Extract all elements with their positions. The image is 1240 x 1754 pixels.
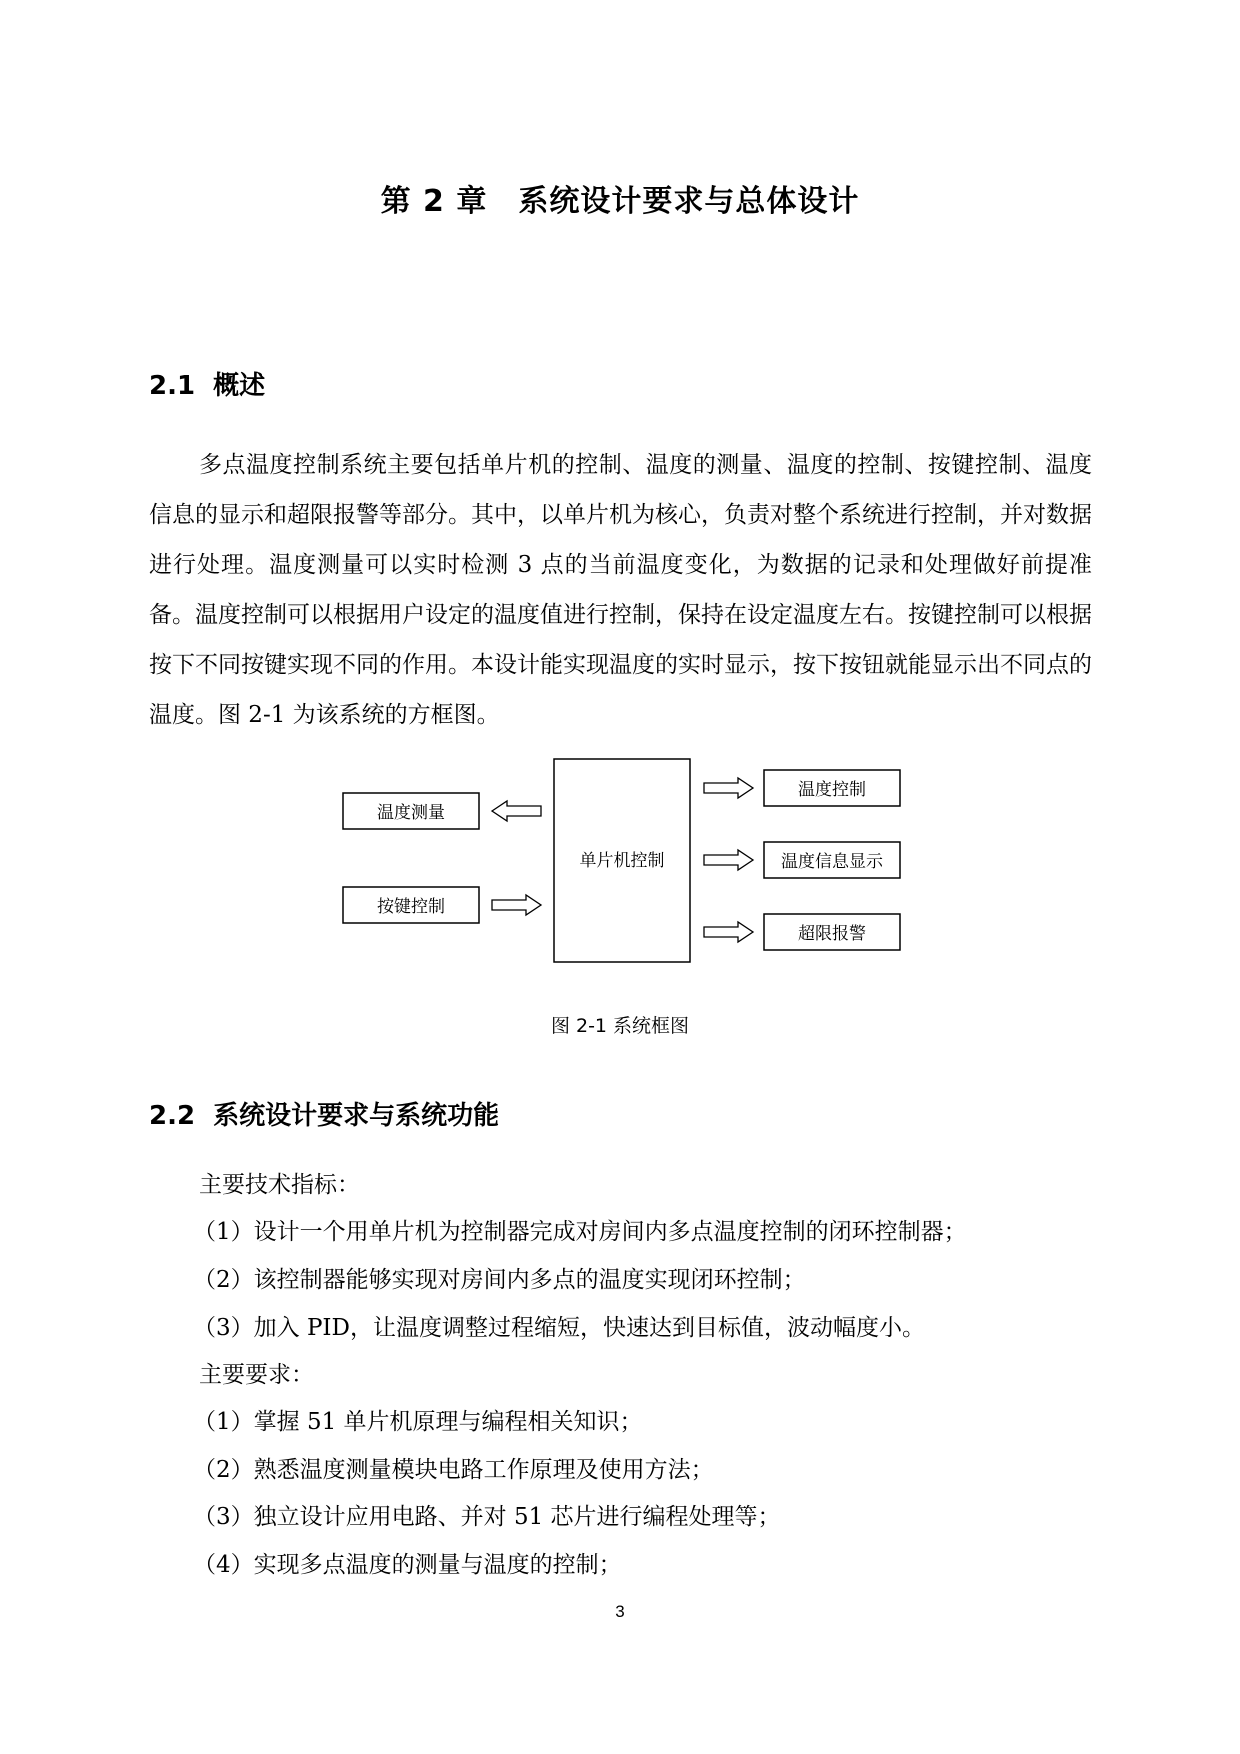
requirement-item-2: （2）熟悉温度测量模块电路工作原理及使用方法； bbox=[193, 1457, 714, 1483]
arrow-to-temperature-control bbox=[704, 778, 753, 798]
requirements-title: 主要要求： bbox=[199, 1362, 314, 1388]
overview-paragraph: 多点温度控制系统主要包括单片机的控制、温度的测量、温度的控制、按键控制、温度信息的显示和超限报警等部分。其中，以单片机为核心，负责对整个系统进行控制，并对数据进行处理。温度测量可以实时检测 3 点的当前温度变化，为数据的记录和处理做好前提准备。温度控制可以根据用户设定的温度值进行控制，保持在设定温度左右。按键控制可以根据按下不同按键实现不同的作用。本设计能实现温度的实时显示，按下按钮就能显示出不同点的温度。图 2-1 为该系统的方框图。 bbox=[149, 452, 1092, 728]
requirement-item-1: （1）掌握 51 单片机原理与编程相关知识； bbox=[193, 1409, 643, 1435]
arrow-to-temperature-display bbox=[704, 850, 753, 870]
box-label-temperature-display: 温度信息显示 bbox=[781, 852, 883, 872]
arrow-to-over-limit-alarm bbox=[704, 922, 753, 942]
box-label-temperature-measurement: 温度测量 bbox=[377, 803, 445, 823]
tech-item-1: （1）设计一个用单片机为控制器完成对房间内多点温度控制的闭环控制器； bbox=[193, 1219, 967, 1245]
arrow-from-key-control bbox=[492, 895, 541, 915]
arrow-to-temperature-measurement bbox=[492, 801, 541, 821]
center-block-label: 单片机控制 bbox=[579, 851, 665, 871]
figure-caption: 图 2-1 系统框图 bbox=[550, 1015, 690, 1037]
section-heading-requirements: 2.2 系统设计要求与系统功能 bbox=[149, 1101, 500, 1131]
page-number: 3 bbox=[615, 1602, 625, 1621]
chapter-title: 第 2 章 系统设计要求与总体设计 bbox=[380, 184, 860, 219]
tech-item-3: （3）加入 PID，让温度调整过程缩短，快速达到目标值，波动幅度小。 bbox=[193, 1315, 925, 1341]
requirement-item-4: （4）实现多点温度的测量与温度的控制； bbox=[193, 1552, 622, 1578]
section-heading-overview: 2.1 概述 bbox=[149, 371, 266, 401]
box-label-over-limit-alarm: 超限报警 bbox=[798, 924, 866, 944]
box-label-temperature-control: 温度控制 bbox=[798, 780, 866, 800]
tech-indicators-title: 主要技术指标： bbox=[199, 1172, 360, 1198]
box-label-key-control: 按键控制 bbox=[377, 897, 445, 917]
requirement-item-3: （3）独立设计应用电路、并对 51 芯片进行编程处理等； bbox=[193, 1504, 781, 1530]
tech-item-2: （2）该控制器能够实现对房间内多点的温度实现闭环控制； bbox=[193, 1267, 806, 1293]
